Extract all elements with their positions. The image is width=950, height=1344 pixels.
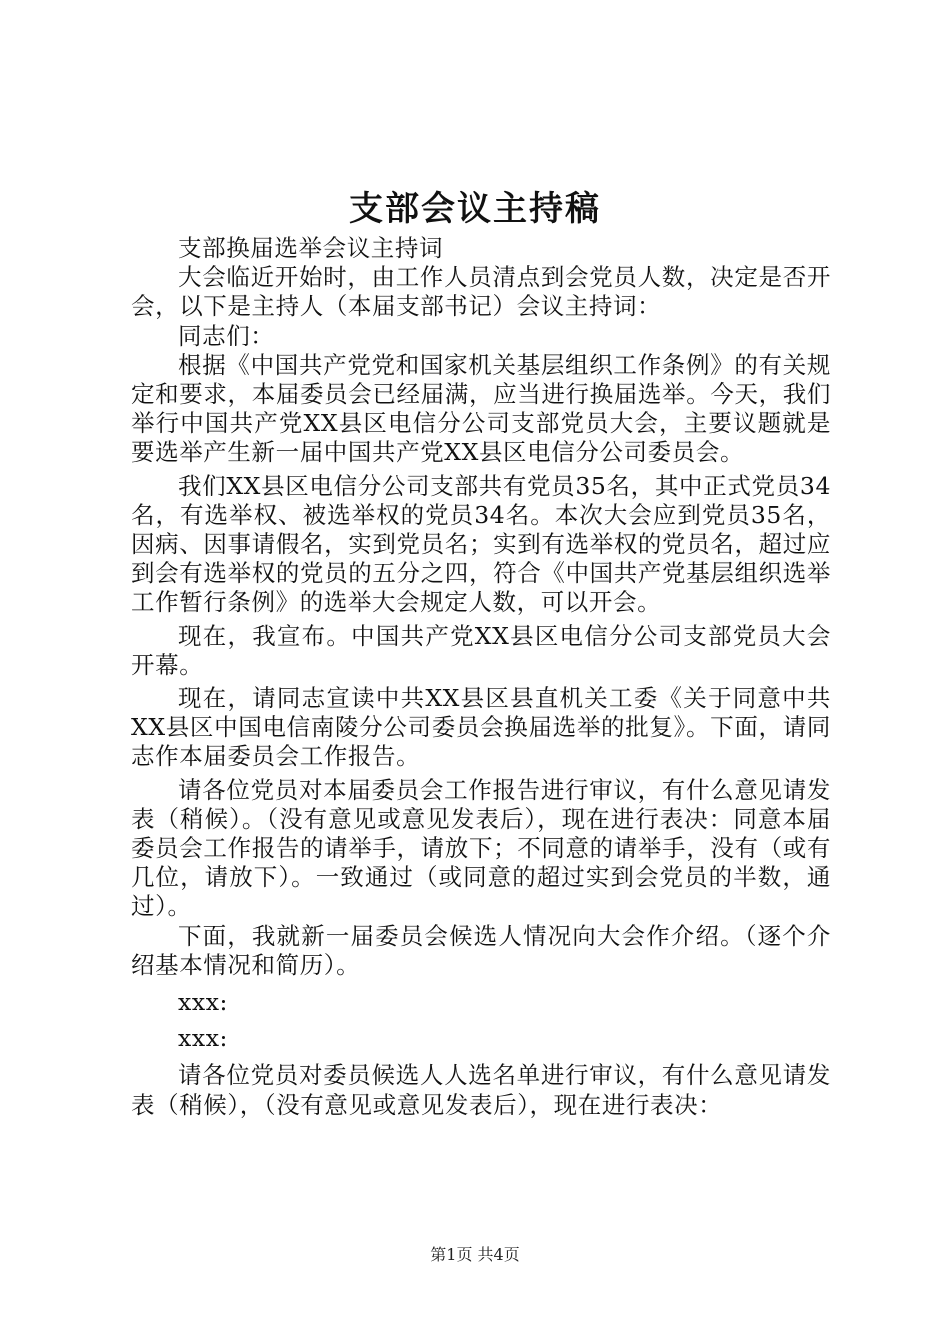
paragraph-opening: 现在，我宣布。中国共产党XX县区电信分公司支部党员大会开幕。 (131, 621, 831, 679)
paragraph-report: 现在，请同志宣读中共XX县区县直机关工委《关于同意中共XX县区中国电信南陵分公司委员会换届选举的批复》。下面，请同志作本届委员会工作报告。 (131, 684, 831, 771)
paragraph-candidates: 下面，我就新一届委员会候选人情况向大会作介绍。（逐个介绍基本情况和简历）。 (131, 921, 831, 979)
document-title: 支部会议主持稿 (349, 189, 601, 229)
paragraph-candidate-1: xxx: (178, 988, 229, 1017)
paragraph-candidate-review: 请各位党员对委员候选人人选名单进行审议，有什么意见请发表（稍候），（没有意见或意见发表后），现在进行表决： (131, 1061, 831, 1119)
paragraph-subtitle: 支部换届选举会议主持词 (178, 234, 444, 262)
paragraph-background: 根据《中国共产党党和国家机关基层组织工作条例》的有关规定和要求，本届委员会已经届满，应当进行换届选举。今天，我们举行中国共产党XX县区电信分公司支部党员大会，主要议题就是要选举产生新一届中国共产党XX县区电信分公司委员会。 (131, 350, 831, 467)
paragraph-candidate-2: xxx: (178, 1024, 229, 1053)
document-body (131, 234, 831, 1120)
paragraph-greeting: 同志们： (178, 321, 275, 350)
page-number-footer: 第1页 共4页 (430, 1245, 520, 1264)
paragraph-attendance: 我们XX县区电信分公司支部共有党员35名，其中正式党员34名，有选举权、被选举权的党员34名。本次大会应到党员35名，因病、因事请假名，实到党员名；实到有选举权的党员名，超过应到会有选举权的党员的五分之四，符合《中国共产党基层组织选举工作暂行条例》的选举大会规定人数，可以开会。 (131, 471, 831, 617)
paragraph-intro: 大会临近开始时，由工作人员清点到会党员人数，决定是否开会，以下是主持人（本届支部书记）会议主持词： (131, 263, 831, 321)
paragraph-review: 请各位党员对本届委员会工作报告进行审议，有什么意见请发表（稍候）。（没有意见或意见发表后），现在进行表决：同意本届委员会工作报告的请举手，请放下；不同意的请举手，没有（或有几位，请放下）。一致通过（或同意的超过实到会党员的半数，通过）。 (131, 775, 831, 921)
